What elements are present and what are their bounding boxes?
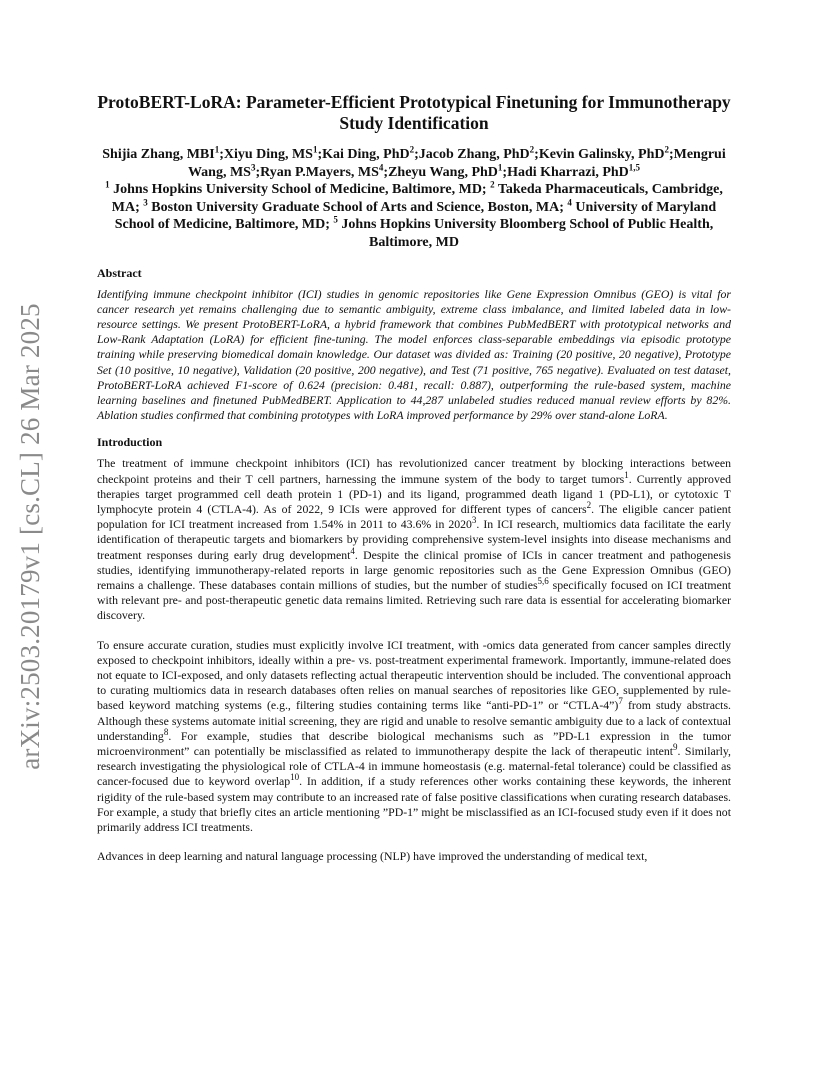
author-affil-mark: 1 bbox=[214, 144, 220, 155]
citation-ref[interactable]: 2 bbox=[586, 500, 592, 511]
author-name: Shijia Zhang, MBI bbox=[102, 147, 215, 162]
citation-ref[interactable]: 9 bbox=[673, 742, 678, 753]
abstract-text: Identifying immune checkpoint inhibitor (ICI) studies in genomic repositories like Gene Expression Omnibus (GEO) is vital for cancer research yet remains challenging due to semantic ambiguity, extreme class imbalance, and limited labeled data in low-resource settings. We present ProtoBERT-LoRA, a hybrid framework that combines PubMedBERT with prototypical networks and Low-Rank Adaptation (LoRA) for efficient fine-tuning. The model enforces class-separable embeddings via episodic prototype training while preserving biomedical domain knowledge. Our dataset was divided as: Training (20 positive, 20 negative), Prototype Set (10 positive, 10 negative), Validation (20 positive, 200 negative), and Test (71 positive, 765 negative). Evaluated on test dataset, ProtoBERT-LoRA achieved F1-score of 0.624 (precision: 0.481, recall: 0.887), outperforming the rule-based system, machine learning baselines and finetuned PubMedBERT. Application to 44,287 unlabeled studies reduced manual review efforts by 82%. Ablation studies confirmed that combining prototypes with LoRA improved performance by 29% over stand-alone LoRA. bbox=[97, 286, 731, 423]
affiliation-text: Takeda Pharmaceuticals, Cambridge, MA; bbox=[111, 182, 723, 215]
paragraph-text: The treatment of immune checkpoint inhibitors (ICI) has revolutionized cancer treatment by blocking interactions between checkpoint proteins and their T cell partners, harnessing the immune system of the body to target tumors bbox=[97, 456, 731, 486]
abstract-heading: Abstract bbox=[97, 265, 142, 280]
paper-title: ProtoBERT-LoRA: Parameter-Efficient Prototypical Finetuning for Immunotherapy Study Identification bbox=[97, 92, 731, 133]
affiliation-number: 3 bbox=[143, 197, 148, 208]
citation-ref[interactable]: 4 bbox=[350, 545, 355, 556]
author-affil-mark: 2 bbox=[409, 144, 415, 155]
affiliation-number: 1 bbox=[105, 179, 110, 190]
paragraph-text: specifically focused on ICI treatment with relevant pre- and post-therapeutic genetic data remains limited. Retrieving such rare data is essential for accelerating biomarker discovery. bbox=[97, 578, 731, 623]
affiliation-text: University of Maryland School of Medicine, Baltimore, MD; bbox=[114, 199, 717, 233]
intro-paragraph-1 bbox=[97, 456, 731, 623]
arxiv-identifier-stamp bbox=[8, 0, 52, 1072]
author-affil-mark: 2 bbox=[529, 144, 535, 155]
citation-ref[interactable]: 7 bbox=[618, 696, 623, 707]
citation-ref[interactable]: 3 bbox=[471, 515, 477, 526]
affiliation-number: 2 bbox=[490, 179, 495, 190]
author-name: ;Kai Ding, PhD bbox=[317, 147, 410, 162]
citation-ref[interactable]: 1 bbox=[624, 469, 629, 480]
author-name: ;Mengrui Wang, MS bbox=[187, 147, 726, 180]
paragraph-text: . For example, studies that describe biological mechanisms such as ”PD-L1 expression in the tumor microenvironment” can potentially be misclassified as related to immunotherapy despite the lack of therapeutic intent bbox=[97, 728, 731, 759]
author-affil-mark: 4 bbox=[378, 161, 384, 172]
citation-ref[interactable]: 5,6 bbox=[537, 576, 549, 587]
intro-paragraph-2 bbox=[97, 638, 731, 836]
paper-page bbox=[97, 92, 731, 878]
author-affil-mark: 1 bbox=[312, 144, 318, 155]
paragraph-text: . Currently approved therapies target programmed cell death protein 1 (PD-1) and its ligand, programmed death ligand 1 (PD-L1), or cytotoxic T lymphocyte protein 4 (CTLA-4). As of 2022, 9 ICIs were approved for different types of cancers bbox=[97, 471, 731, 516]
paragraph-text: from study abstracts. Although these systems automate initial screening, they are rigid and unable to resolve semantic ambiguity due to a lack of contextual understanding bbox=[97, 698, 731, 743]
intro-paragraph-3: Advances in deep learning and natural language processing (NLP) have improved the understanding of medical text, bbox=[97, 849, 648, 864]
paragraph-text: . The eligible cancer patient population for ICI treatment increased from 1.54% in 2011 to 43.6% in 2020 bbox=[97, 502, 731, 532]
paragraph-text: . In ICI research, multiomics data facilitate the early identification of therapeutic targets and biomarkers by providing comprehensive system-level insights into disease mechanisms and treatment responses during early drug development bbox=[97, 517, 731, 562]
author-affil-mark: 1,5 bbox=[628, 161, 641, 172]
paragraph-text: To ensure accurate curation, studies must explicitly involve ICI treatment, with -omics data generated from cancer samples directly exposed to checkpoint inhibitors, ideally within a pre- vs. post-treatment experimental framework. Importantly, immune-related does not equate to ICI-exposed, and only datasets reflecting actual therapeutic intervention should be included. The conventional approach to curating multiomics data in research databases often relies on manual searches of repositories like GEO, supplemented by rule-based keyword matching systems (e.g., filtering studies containing terms like “anti-PD-1” or “CTLA-4”) bbox=[97, 637, 731, 713]
affiliation-text: Johns Hopkins University Bloomberg School of Public Health, Baltimore, MD bbox=[337, 217, 714, 250]
paragraph-text: . In addition, if a study references other works containing these keywords, the inherent rigidity of the rule-based system may contribute to an increased rate of false positive classifications when curating research databases. For example, a study that briefly cites an article mentioning ”PD-1” might be misclassified as an ICI-focused study even if it does not primarily address ICI treatments. bbox=[97, 774, 731, 835]
author-affil-mark: 3 bbox=[250, 161, 256, 172]
author-affil-mark: 1 bbox=[497, 161, 503, 172]
author-name: ;Xiyu Ding, MS bbox=[219, 147, 313, 162]
author-name: ;Hadi Kharrazi, PhD bbox=[502, 164, 629, 180]
introduction-heading: Introduction bbox=[97, 435, 163, 450]
paragraph-text: . Despite the clinical promise of ICIs in cancer treatment and pathogenesis studies, identifying immunotherapy-related reports in large genomic repositories such as the Gene Expression Omnibus (GEO) remains a challenge. These databases contain millions of studies, but the number of studies bbox=[97, 547, 731, 593]
affiliation-text: Boston University Graduate School of Arts and Science, Boston, MA; bbox=[147, 199, 568, 215]
author-name: ;Jacob Zhang, PhD bbox=[414, 147, 530, 162]
author-block bbox=[97, 146, 731, 252]
arxiv-identifier-text: arXiv:2503.20179v1 [cs.CL] 26 Mar 2025 bbox=[14, 302, 45, 770]
author-name: ;Kevin Galinsky, PhD bbox=[534, 147, 665, 162]
citation-ref[interactable]: 10 bbox=[290, 772, 300, 783]
affiliation-number: 4 bbox=[567, 197, 572, 208]
author-affil-mark: 2 bbox=[664, 144, 669, 155]
paragraph-text: . Similarly, research investigating the physiological role of CTLA-4 in immune homeostasis (e.g. maternal-fetal tolerance) could be classified as cancer-focused due to keyword overlap bbox=[97, 744, 731, 789]
affiliation-text: Johns Hopkins University School of Medicine, Baltimore, MD; bbox=[109, 182, 491, 198]
citation-ref[interactable]: 8 bbox=[163, 726, 169, 737]
author-name: ;Ryan P.Mayers, MS bbox=[255, 164, 379, 180]
author-name: ;Zheyu Wang, PhD bbox=[383, 164, 498, 180]
affiliation-number: 5 bbox=[333, 214, 338, 225]
